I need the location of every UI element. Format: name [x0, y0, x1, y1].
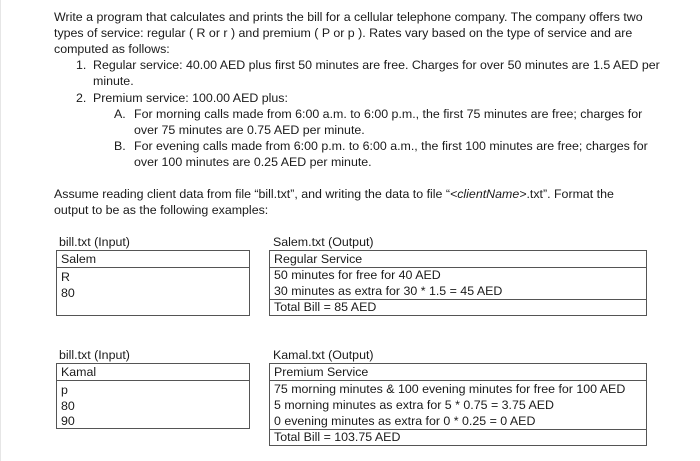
item-2-number: 2.	[76, 91, 87, 105]
row-divider	[57, 380, 249, 381]
output-line: Regular Service	[274, 252, 363, 266]
item-1-line-1: Regular service: 40.00 AED plus first 50 minutes are free. Charges for over 50 minutes are 1.5 AED per	[93, 58, 660, 72]
intro-line-2: types of service: regular ( R or r ) and premium ( P or p ). Rates vary based on the type of service and are	[54, 26, 633, 40]
input-service-cell: R	[61, 270, 70, 284]
example-1-output-label: Salem.txt (Output)	[273, 235, 374, 249]
input-minutes-cell: 80	[61, 286, 75, 300]
input-name-cell: Salem	[61, 252, 97, 266]
example-2-output-label: Kamal.txt (Output)	[273, 348, 374, 362]
item-2-text: Premium service: 100.00 AED plus:	[93, 91, 288, 105]
example-1-input-label: bill.txt (Input)	[59, 235, 130, 249]
output-line: Total Bill = 103.75 AED	[274, 430, 401, 444]
sub-a-line-1: For morning calls made from 6:00 a.m. to 6:00 p.m., the first 75 minutes are free; charges for	[134, 107, 643, 121]
example-2-output-box	[269, 363, 647, 446]
output-line: 50 minutes for free for 40 AED	[274, 268, 441, 282]
output-line: Premium Service	[274, 365, 369, 379]
assume-text-end: .txt”. Format the	[526, 187, 614, 201]
sub-a-letter: A.	[114, 107, 126, 121]
example-2-input-label: bill.txt (Input)	[59, 348, 130, 362]
input-service-cell: p	[61, 383, 68, 397]
sub-b-letter: B.	[114, 139, 126, 153]
sub-b-line-1: For evening calls made from 6:00 p.m. to 6:00 a.m., the first 100 minutes are free; charges for	[134, 139, 648, 153]
input-name-cell: Kamal	[61, 365, 97, 379]
output-line: 30 minutes as extra for 30 * 1.5 = 45 AED	[274, 284, 503, 298]
intro-line-3: computed as follows:	[54, 42, 170, 56]
assume-line-2: output to be as the following examples:	[54, 203, 269, 217]
item-1-line-2: minute.	[93, 74, 134, 88]
assume-line-1	[54, 186, 614, 202]
item-1-number: 1.	[76, 58, 87, 72]
output-line: Total Bill = 85 AED	[274, 300, 377, 314]
example-1-output-box	[269, 250, 647, 316]
output-line: 5 morning minutes as extra for 5 * 0.75 = 3.75 AED	[274, 398, 554, 412]
client-name-placeholder: <clientName>	[450, 187, 527, 201]
row-divider	[57, 267, 249, 268]
output-line: 75 morning minutes & 100 evening minutes for free for 100 AED	[274, 382, 626, 396]
assume-text-start: Assume reading client data from file “bill.txt”, and writing the data to file “	[54, 187, 450, 201]
row-divider	[270, 380, 646, 381]
output-line: 0 evening minutes as extra for 0 * 0.25 = 0 AED	[274, 414, 536, 428]
input-minutes-cell: 90	[61, 414, 75, 428]
sub-a-line-2: over 75 minutes are 0.75 AED per minute.	[134, 123, 365, 137]
sub-b-line-2: over 100 minutes are 0.25 AED per minute.	[134, 155, 372, 169]
input-minutes-cell: 80	[61, 399, 75, 413]
example-2-input-box	[56, 363, 250, 429]
example-1-input-box	[56, 250, 250, 316]
intro-line-1: Write a program that calculates and prints the bill for a cellular telephone company. The company offers two	[54, 10, 643, 24]
